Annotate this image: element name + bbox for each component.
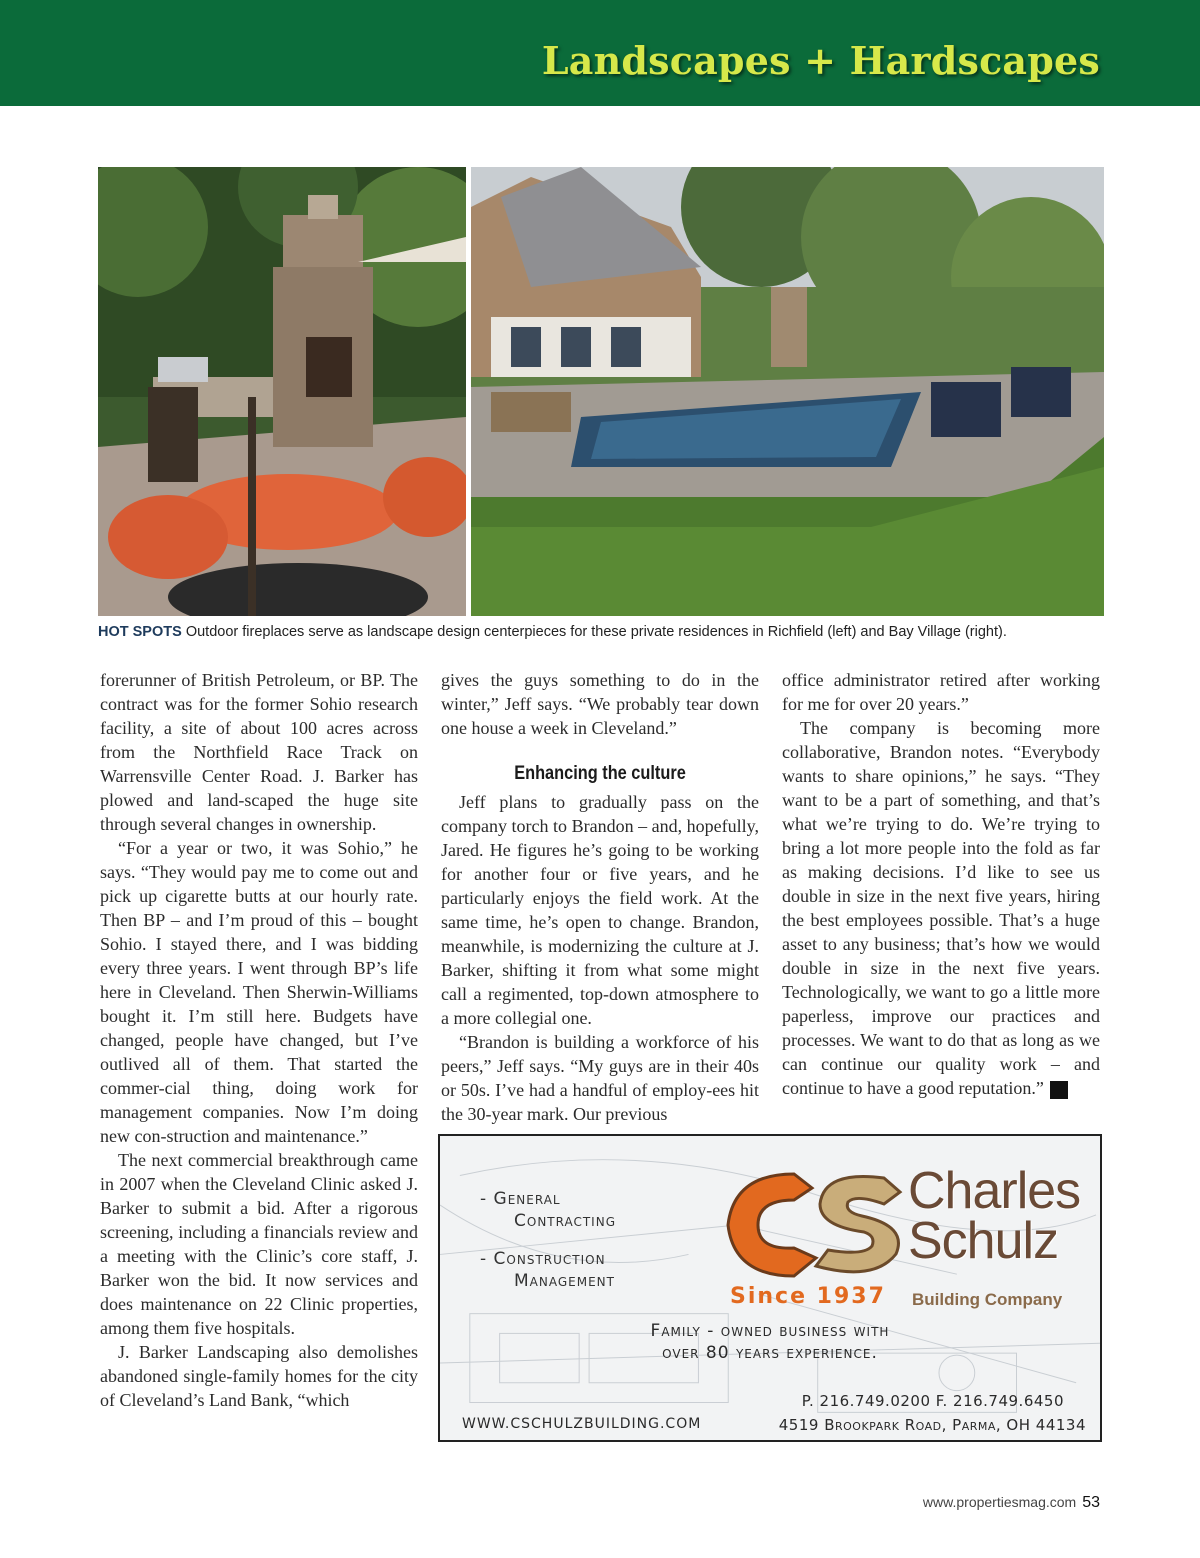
subheading: Enhancing the culture bbox=[514, 763, 686, 784]
cs-logo-icon bbox=[724, 1170, 904, 1280]
service-contracting: Contracting bbox=[514, 1211, 616, 1231]
paragraph: “Brandon is building a workforce of his peers,” Jeff says. “My guys are in their 40s or 50s. I’ve had a handful of employ-ees hit the 30-year mark. Our previous bbox=[441, 1032, 759, 1124]
paragraph-text: The company is becoming more collaborative, Brandon notes. “Everybody wants to share opinions,” he says. “They want to be a part of something, and that’s what we’re trying to do. We’re trying to bring a lot more people into the fold as far as making decisions. I’d like to see us double in size in the next five years, hiring the best employees possible. That’s a huge asset to any business; that’s how we would double in size in the next five years. Technologically, we want to go a little more paperless, improve our practices and processes. We want to do that as long as we can continue our quality work – and continue to have a good reputation.” bbox=[782, 718, 1100, 1098]
paragraph: forerunner of British Petroleum, or BP. The contract was for the former Sohio research facility, a site of about 100 acres across from the Northfield Race Track on Warrensville Center Road. J. Barker has plowed and land-scaped the huge site through several changes in ownership. bbox=[100, 670, 418, 834]
article-column-3 bbox=[782, 668, 1100, 1100]
ad-website-link[interactable]: WWW.CSCHULZBUILDING.COM bbox=[462, 1416, 702, 1432]
ad-name-line-1: Charles bbox=[908, 1162, 1081, 1220]
ad-building-company: Building Company bbox=[912, 1290, 1063, 1309]
article-column-2 bbox=[441, 668, 759, 1126]
caption-text: Outdoor fireplaces serve as landscape design centerpieces for these private residences in Richfield (left) and Bay Village (right). bbox=[181, 624, 1007, 640]
ad-address: 4519 Brookpark Road, Parma, OH 44134 bbox=[778, 1416, 1086, 1434]
page-footer bbox=[923, 1494, 1100, 1512]
article-column-1 bbox=[100, 668, 418, 1412]
photo-richfield-fireplace bbox=[98, 167, 466, 616]
paragraph: office administrator retired after working for me for over 20 years.” bbox=[782, 670, 1100, 714]
paragraph: “For a year or two, it was Sohio,” he says. “They would pay me to come out and pick up cigarette butts at our hourly rate. Then BP – and I’m proud of this – bought Sohio. I stayed there, and I was bidding every three years. I went through BP’s life here in Cleveland. Then Sherwin-Williams bought it. I’m still here. Budgets have changed, people have changed, but I’ve outlived all of them. That started the commer-cial thing, doing work for management companies. Now I’m doing new con-struction and maintenance.” bbox=[100, 838, 418, 1146]
ad-company-name bbox=[908, 1162, 1081, 1270]
service-management: Management bbox=[514, 1271, 615, 1291]
ad-tagline-line-1: Family - owned business with bbox=[650, 1321, 890, 1341]
paragraph: The next commercial breakthrough came in 2007 when the Cleveland Clinic asked J. Barker to submit a bid. After a rigorous screening, including a financials review and a meeting with the Clinic’s core staff, J. Barker won the bid. It now services and does maintenance on 22 Clinic properties, among them five hospitals. bbox=[100, 1150, 418, 1338]
ad-tagline bbox=[440, 1320, 1100, 1364]
ad-services-list bbox=[480, 1188, 616, 1292]
service-construction: - Construction bbox=[480, 1249, 606, 1269]
end-of-story-mark: P bbox=[1050, 1081, 1068, 1099]
photo-bay-village-pool bbox=[471, 167, 1104, 616]
caption-label: HOT SPOTS bbox=[98, 624, 182, 640]
page-number: 53 bbox=[1082, 1494, 1100, 1511]
section-title: Landscapes + Hardscapes bbox=[541, 38, 1100, 83]
ad-tagline-line-2: over 80 years experience. bbox=[662, 1343, 878, 1363]
paragraph: gives the guys something to do in the winter,” Jeff says. “We probably tear down one house a week in Cleveland.” bbox=[441, 670, 759, 738]
ad-name-line-2: Schulz bbox=[908, 1212, 1059, 1270]
footer-url[interactable]: www.propertiesmag.com bbox=[922, 1494, 1077, 1510]
photo-caption bbox=[98, 624, 1108, 640]
charles-schulz-advertisement[interactable] bbox=[438, 1134, 1102, 1442]
paragraph: J. Barker Landscaping also demolishes abandoned single-family homes for the city of Cleveland’s Land Bank, “which bbox=[100, 1342, 418, 1410]
ad-since: Since 1937 bbox=[730, 1284, 886, 1309]
paragraph bbox=[782, 716, 1100, 1100]
paragraph: Jeff plans to gradually pass on the company torch to Brandon – and, hopefully, Jared. He figures he’s going to be working for another four or five years, and he particularly enjoys the field work. At the same time, he’s open to change. Brandon, meanwhile, is modernizing the culture at J. Barker, shifting it from what some might call a regimented, top-down atmosphere to a more collegial one. bbox=[441, 792, 759, 1028]
section-header-band bbox=[0, 0, 1200, 106]
service-general: - General bbox=[480, 1189, 561, 1209]
ad-phone-fax: P. 216.749.0200 F. 216.749.6450 bbox=[801, 1392, 1064, 1410]
